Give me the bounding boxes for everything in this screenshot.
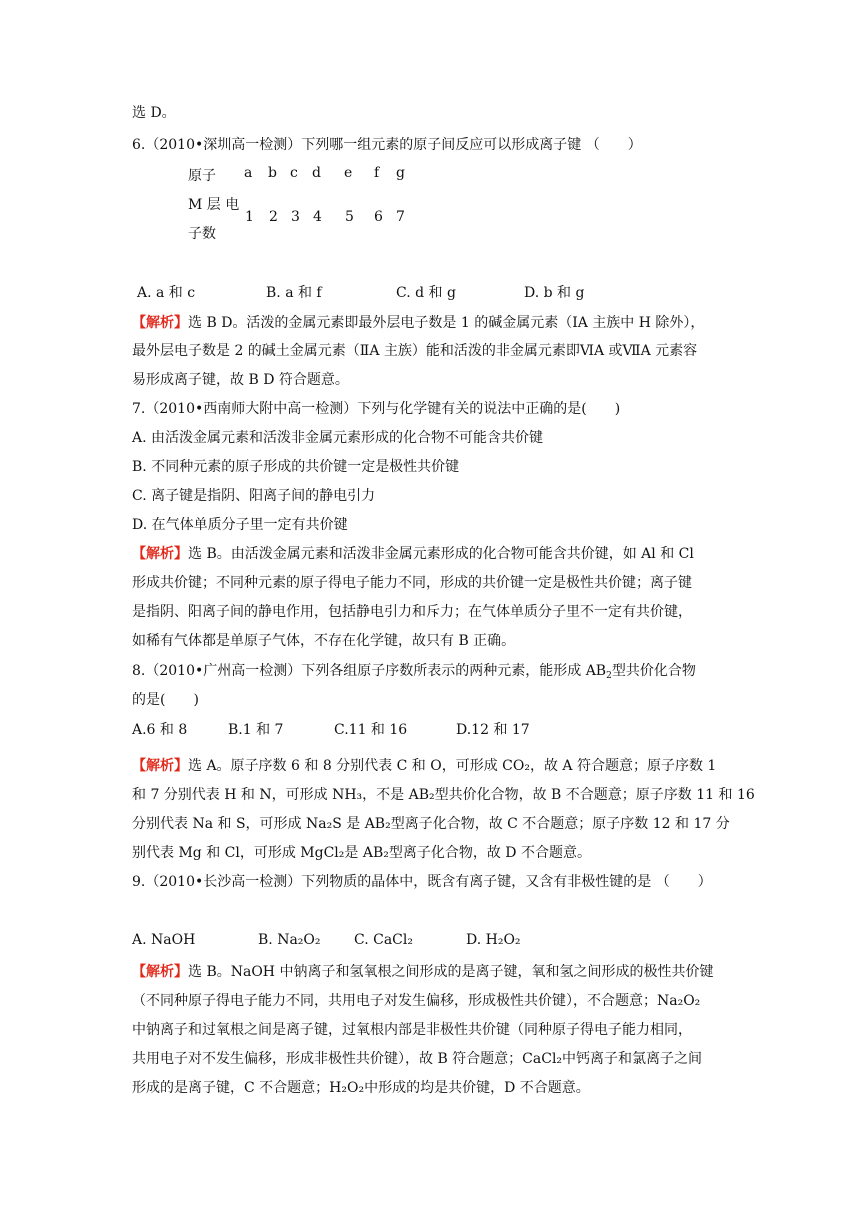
q6-analysis-line-2: 最外层电子数是 2 的碱土金属元素（ⅡA 主族）能和活泼的非金属元素即ⅥA 或ⅦA 元素容 [132, 343, 698, 359]
q6-row-label-2: 子数 [188, 226, 216, 242]
q9-option-d: D. H₂O₂ [466, 932, 521, 948]
q8-stem-line-2: 的是( ) [132, 692, 199, 708]
q8-analysis-line-4: 别代表 Mg 和 Cl，可形成 MgCl₂是 AB₂型离子化合物，故 D 不合题意。 [132, 845, 591, 861]
q6-col-b: b [268, 165, 277, 181]
q9-option-c: C. CaCl₂ [354, 932, 413, 948]
q6-col-e: e [344, 165, 353, 181]
q6-row-label: M 层 电 [188, 197, 240, 213]
q7-analysis-line-4: 如稀有气体都是单原子气体，不存在化学键，故只有 B 正确。 [132, 633, 516, 649]
q6-analysis-line-3: 易形成离子键，故 B D 符合题意。 [132, 372, 349, 388]
q7-analysis-text-1: 选 B。由活泼金属元素和活泼非金属元素形成的化合物可能含共价键，如 Al 和 Cl [188, 546, 694, 562]
q9-analysis-line-1 [132, 962, 713, 982]
q6-option-a: A. a 和 c [137, 285, 196, 301]
q6-col-a: a [244, 165, 253, 181]
q8-analysis-line-3: 分别代表 Na 和 S，可形成 Na₂S 是 AB₂型离子化合物，故 C 不合题意；原子序数 12 和 17 分 [132, 816, 730, 832]
q8-analysis-line-1 [132, 756, 716, 776]
q6-val-f: 6 [374, 209, 383, 225]
q7-analysis-line-3: 是指阴、阳离子间的静电作用，包括静电引力和斥力；在气体单质分子里不一定有共价键， [132, 604, 692, 620]
q7-option-d: D. 在气体单质分子里一定有共价键 [132, 517, 348, 533]
q8-stem-subscript: 2 [606, 671, 612, 681]
q8-stem [132, 661, 696, 681]
q7-option-a: A. 由活泼金属元素和活泼非金属元素形成的化合物不可能含共价键 [132, 430, 544, 446]
q7-stem: 7.（2010•西南师大附中高一检测）下列与化学键有关的说法中正确的是( ) [132, 401, 621, 417]
q6-col-c: c [290, 165, 298, 181]
q8-option-d: D.12 和 17 [456, 722, 530, 738]
previous-answer: 选 D。 [132, 105, 176, 121]
q6-option-d: D. b 和 g [524, 285, 585, 301]
q9-stem: 9.（2010•长沙高一检测）下列物质的晶体中，既含有离子键，又含有非极性键的是 （ ） [132, 874, 712, 890]
q7-analysis-tag: 【解析】 [132, 546, 188, 562]
q9-analysis-line-4: 共用电子对不发生偏移，形成非极性共价键），故 B 符合题意；CaCl₂中钙离子和氯离子之间 [132, 1051, 703, 1067]
q6-analysis-tag: 【解析】 [132, 315, 188, 331]
q6-analysis-text-1: 选 B D。活泼的金属元素即最外层电子数是 1 的碱金属元素（IA 主族中 H 除外）， [188, 315, 705, 331]
q9-option-b: B. Na₂O₂ [258, 932, 321, 948]
q6-val-c: 3 [291, 209, 300, 225]
q8-stem-a: 8.（2010•广州高一检测）下列各组原子序数所表示的两种元素，能形成 AB [132, 663, 607, 679]
q9-analysis-line-5: 形成的是离子键，C 不合题意；H₂O₂中形成的均是共价键，D 不合题意。 [132, 1080, 590, 1096]
q7-analysis-line-1 [132, 544, 694, 564]
q9-analysis-line-2: （不同种原子得电子能力不同，共用电子对发生偏移，形成极性共价键），不合题意；Na₂O₂ [132, 993, 701, 1009]
q6-val-a: 1 [245, 209, 254, 225]
q6-val-g: 7 [396, 209, 405, 225]
q6-val-e: 5 [345, 209, 354, 225]
q6-table-header: 原子 [188, 168, 216, 184]
q8-analysis-text-1: 选 A。原子序数 6 和 8 分别代表 C 和 O，可形成 CO₂，故 A 符合题意；原子序数 1 [188, 758, 717, 774]
q6-val-b: 2 [269, 209, 278, 225]
q6-col-d: d [312, 165, 321, 181]
q6-option-b: B. a 和 f [266, 285, 322, 301]
q6-col-g: g [396, 165, 405, 181]
q8-option-b: B.1 和 7 [228, 722, 284, 738]
q9-option-a: A. NaOH [132, 932, 196, 948]
q6-option-c: C. d 和 g [396, 285, 456, 301]
q8-analysis-line-2: 和 7 分别代表 H 和 N，可形成 NH₃，不是 AB₂型共价化合物，故 B 不合题意；原子序数 11 和 16 [132, 787, 755, 803]
q6-col-f: f [374, 165, 380, 181]
q8-stem-b: 型共价化合物 [611, 663, 696, 679]
q6-analysis-line-1 [132, 313, 704, 333]
q8-option-c: C.11 和 16 [334, 722, 408, 738]
q7-option-b: B. 不同种元素的原子形成的共价键一定是极性共价键 [132, 459, 460, 475]
q6-stem: 6.（2010•深圳高一检测）下列哪一组元素的原子间反应可以形成离子键 （ ） [132, 137, 642, 153]
q9-analysis-text-1: 选 B。NaOH 中钠离子和氢氧根之间形成的是离子键，氧和氢之间形成的极性共价键 [188, 964, 714, 980]
q8-analysis-tag: 【解析】 [132, 758, 188, 774]
q7-analysis-line-2: 形成共价键；不同种元素的原子得电子能力不同，形成的共价键一定是极性共价键；离子键 [132, 575, 692, 591]
q7-option-c: C. 离子键是指阴、阳离子间的静电引力 [132, 488, 376, 504]
q6-val-d: 4 [313, 209, 322, 225]
q9-analysis-tag: 【解析】 [132, 964, 188, 980]
q8-option-a: A.6 和 8 [132, 722, 188, 738]
q9-analysis-line-3: 中钠离子和过氧根之间是离子键，过氧根内部是非极性共价键（同种原子得电子能力相同， [132, 1022, 692, 1038]
